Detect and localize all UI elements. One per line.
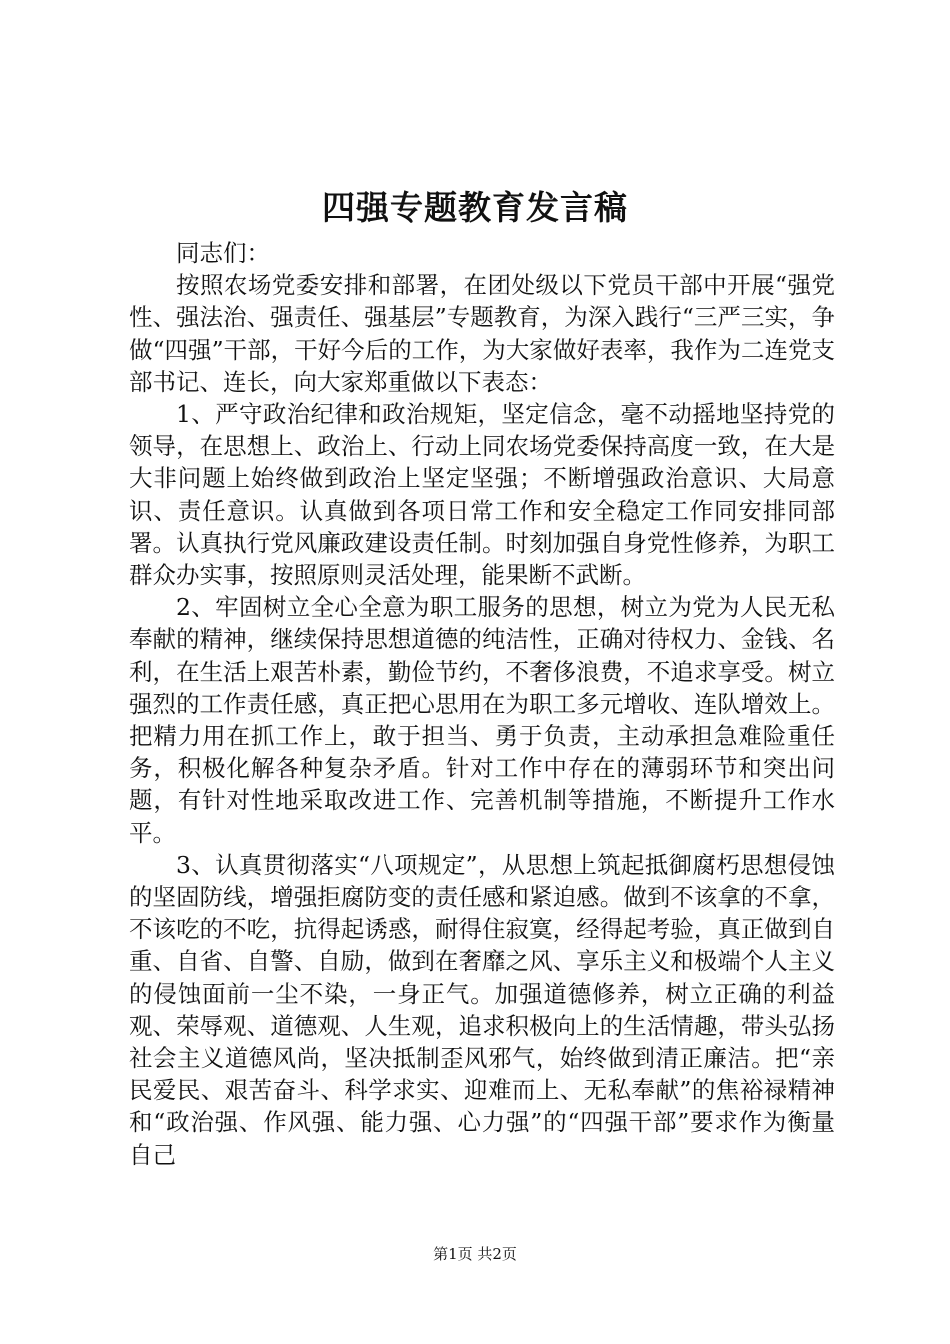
paragraph-point-1: 1、严守政治纪律和政治规矩，坚定信念，毫不动摇地坚持党的领导，在思想上、政治上、行动上同农场党委保持高度一致，在大是大非问题上始终做到政治上坚定坚强；不断增强政治意识、大局意识、责任意识。认真做到各项日常工作和安全稳定工作同安排同部署。认真执行党风廉政建设责任制。时刻加强自身党性修养，为职工群众办实事，按照原则灵活处理，能果断不武断。 — [129, 400, 835, 590]
paragraph-point-2: 2、牢固树立全心全意为职工服务的思想，树立为党为人民无私奉献的精神，继续保持思想道德的纯洁性，正确对待权力、金钱、名利，在生活上艰苦朴素，勤俭节约，不奢侈浪费，不追求享受。树立强烈的工作责任感，真正把心思用在为职工多元增收、连队增效上。把精力用在抓工作上，敢于担当、勇于负责，主动承担急难险重任务，积极化解各种复杂矛盾。针对工作中存在的薄弱环节和突出问题，有针对性地采取改进工作、完善机制等措施，不断提升工作水平。 — [129, 593, 835, 847]
document-body — [129, 237, 835, 1171]
paragraph-point-3: 3、认真贯彻落实“八项规定”，从思想上筑起抵御腐朽思想侵蚀的坚固防线，增强拒腐防变的责任感和紧迫感。做到不该拿的不拿，不该吃的不吃，抗得起诱惑，耐得住寂寞，经得起考验，真正做到自重、自省、自警、自励，做到在奢靡之风、享乐主义和极端个人主义的侵蚀面前一尘不染，一身正气。加强道德修养，树立正确的利益观、荣辱观、道德观、人生观，追求积极向上的生活情趣，带头弘扬社会主义道德风尚，坚决抵制歪风邪气，始终做到清正廉洁。把“亲民爱民、艰苦奋斗、科学求实、迎难而上、无私奉献”的焦裕禄精神和“政治强、作风强、能力强、心力强”的“四强干部”要求作为衡量自己 — [129, 850, 835, 1169]
salutation: 同志们： — [176, 239, 270, 267]
page-footer: 第1页 共2页 — [433, 1245, 517, 1263]
document-title: 四强专题教育发言稿 — [322, 188, 628, 227]
paragraph-intro: 按照农场党委安排和部署，在团处级以下党员干部中开展“强党性、强法治、强责任、强基层”专题教育，为深入践行“三严三实，争做“四强”干部，干好今后的工作，为大家做好表率，我作为二连党支部书记、连长，向大家郑重做以下表态： — [129, 271, 835, 396]
